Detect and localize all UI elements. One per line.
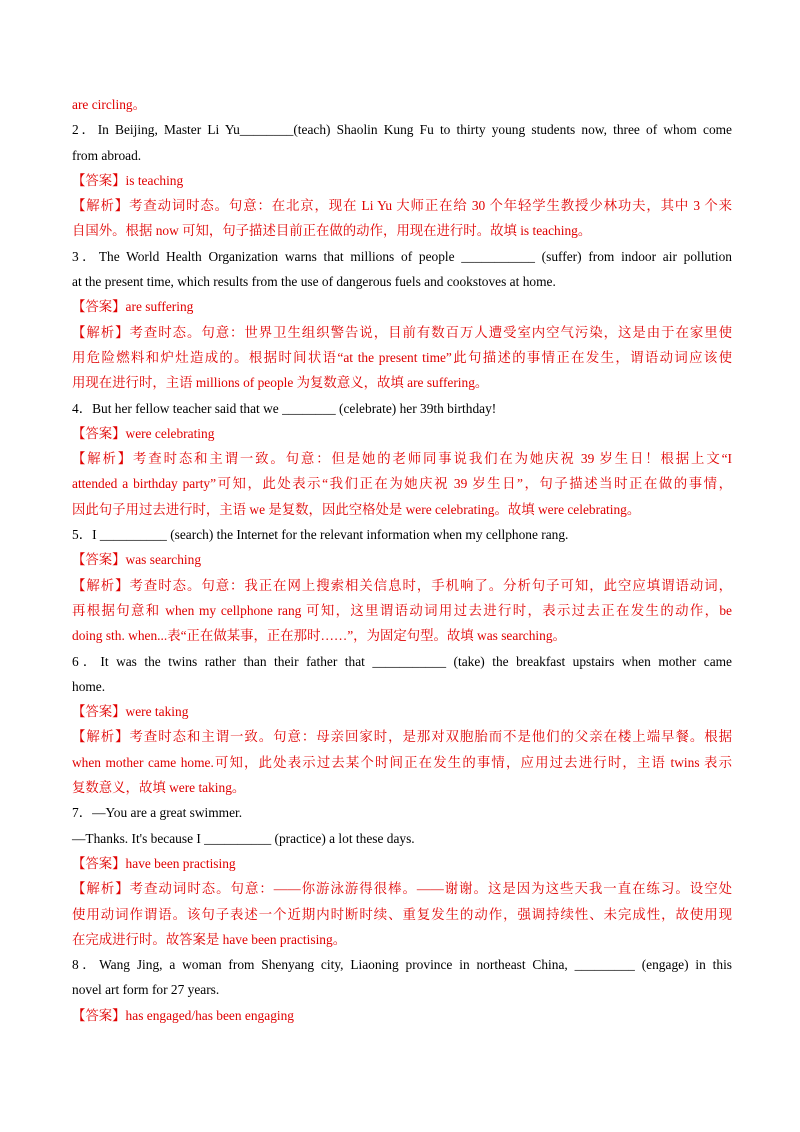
answer-line: 【解析】考查时态和主谓一致。句意：母亲回家时，是那对双胞胎而不是他们的父亲在楼上端早餐。根据: [72, 729, 732, 745]
question-line: home.: [72, 678, 106, 694]
question-line: 5．I __________ (search) the Internet for the relevant information when my cellphone rang.: [72, 527, 569, 543]
answer-line: 【解析】考查时态。句意：我正在网上搜索相关信息时，手机响了。分析句子可知，此空应填谓语动词，: [72, 577, 732, 593]
question-line: 6．It was the twins rather than their father that ___________ (take) the breakfast upstairs when mother came: [72, 653, 732, 669]
question-line: 7．—You are a great swimmer.: [72, 805, 243, 821]
answer-line: 复数意义，故填 were taking。: [72, 780, 246, 796]
question-line: 8．Wang Jing, a woman from Shenyang city, Liaoning province in northeast China, _________ (engage) in this: [72, 957, 732, 973]
question-line: from abroad.: [72, 147, 142, 163]
answer-line: attended a birthday party”可知，此处表示“我们正在为她庆祝 39 岁生日”，句子描述当时正在做的事情，: [72, 476, 732, 492]
question-line: at the present time, which results from the use of dangerous fuels and cookstoves at home.: [72, 274, 556, 290]
answer-line: 在完成进行时。故答案是 have been practising。: [72, 931, 347, 947]
question-line: —Thanks. It's because I __________ (practice) a lot these days.: [72, 830, 415, 846]
answer-line: 再根据句意和 when my cellphone rang 可知，这里谓语动词用过去进行时，表示过去正在发生的动作，be: [72, 602, 732, 618]
answer-line: 【答案】have been practising: [72, 855, 236, 871]
question-line: 4．But her fellow teacher said that we ________ (celebrate) her 39th birthday!: [72, 400, 497, 416]
answer-line: 因此句子用过去进行时，主语 we 是复数，因此空格处是 were celebrating。故填 were celebrating。: [72, 501, 641, 517]
answer-line: 【答案】were celebrating: [72, 425, 215, 441]
answer-line: 【解析】考查时态。句意：世界卫生组织警告说，目前有数百万人遭受室内空气污染，这是由于在家里使: [72, 324, 732, 340]
answer-line: 自国外。根据 now 可知，句子描述目前正在做的动作，用现在进行时。故填 is teaching。: [72, 223, 592, 239]
answer-line: 用现在进行时，主语 millions of people 为复数意义，故填 are suffering。: [72, 375, 489, 391]
document-page: [72, 92, 732, 1028]
answer-line: 【解析】考查动词时态。句意：在北京，现在 Li Yu 大师正在给 30 个年轻学生教授少林功夫，其中 3 个来: [72, 198, 732, 214]
answer-line: doing sth. when...表“正在做某事，正在那时……”，为固定句型。故填 was searching。: [72, 628, 566, 644]
answer-line: 【答案】has engaged/has been engaging: [72, 1007, 294, 1023]
answer-line: 用危险燃料和炉灶造成的。根据时间状语“at the present time”此句描述的事情正在发生，谓语动词应该使: [72, 349, 732, 365]
answer-line: 【答案】is teaching: [72, 172, 184, 188]
answer-line: when mother came home.可知，此处表示过去某个时间正在发生的事情，应用过去进行时，主语 twins 表示: [72, 754, 732, 770]
question-line: novel art form for 27 years.: [72, 982, 220, 998]
answer-line: 【答案】are suffering: [72, 299, 194, 315]
answer-line: 【解析】考查时态和主谓一致。句意：但是她的老师同事说我们在为她庆祝 39 岁生日！根据上文“I: [72, 451, 732, 467]
answer-line: 【答案】was searching: [72, 552, 202, 568]
question-line: 3．The World Health Organization warns that millions of people ___________ (suffer) from indoor air pollution: [72, 248, 732, 264]
answer-line: are circling。: [72, 97, 146, 112]
answer-line: 【答案】were taking: [72, 704, 189, 720]
question-line: 2．In Beijing, Master Li Yu________(teach) Shaolin Kung Fu to thirty young students now, three of whom come: [72, 122, 732, 138]
answer-line: 【解析】考查动词时态。句意：——你游泳游得很棒。——谢谢。这是因为这些天我一直在练习。设空处: [72, 881, 732, 897]
answer-line: 使用动词作谓语。该句子表述一个近期内时断时续、重复发生的动作，强调持续性、未完成性，故使用现: [72, 906, 732, 922]
